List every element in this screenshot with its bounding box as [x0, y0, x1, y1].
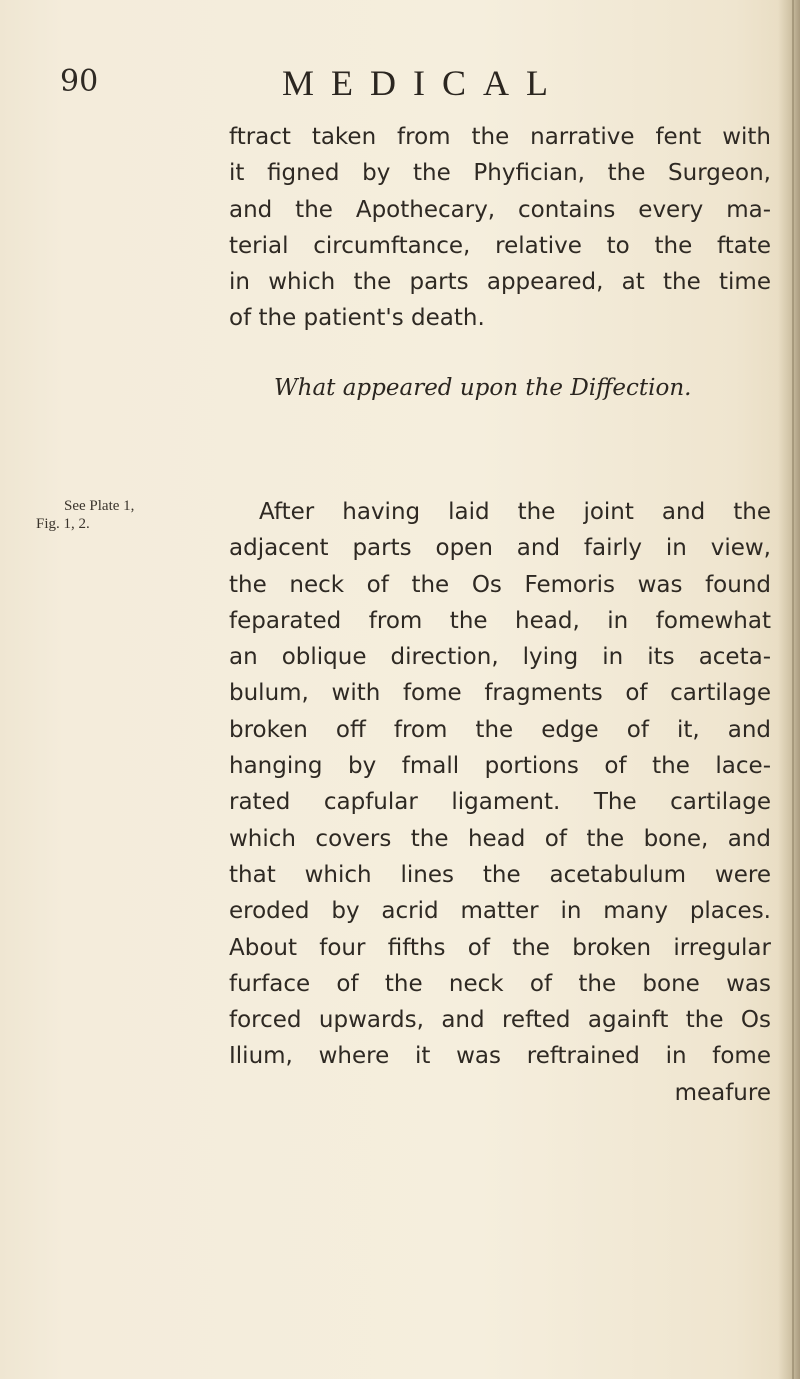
running-head: MEDICAL [282, 63, 565, 103]
text-line: and the Apothecary, contains every ma- [229, 196, 771, 223]
text-line: adjacent parts open and fairly in view, [229, 535, 771, 562]
catchword: meafure [674, 1079, 771, 1106]
text-line: an oblique direction, lying in its aceta- [229, 644, 771, 671]
text-line: forced upwards, and refted againft the Os [229, 1007, 771, 1034]
paragraph-dissection [229, 494, 771, 1111]
text-line: About four fifths of the broken irregular [229, 934, 771, 961]
text-line: which covers the head of the bone, and [229, 825, 771, 852]
page-number: 90 [60, 64, 99, 99]
text-line: furface of the neck of the bone was [229, 970, 771, 997]
text-line: it figned by the Phyfician, the Surgeon, [229, 160, 771, 187]
text-line: in which the parts appeared, at the time [229, 269, 771, 296]
page-gutter-shadow [778, 0, 800, 1379]
text-line: ftract taken from the narrative fent with [229, 124, 771, 150]
page-binding-edge [792, 0, 794, 1379]
text-line: feparated from the head, in fomewhat [229, 607, 771, 634]
margin-note-figure: Fig. 1, 2. [36, 516, 90, 532]
text-line: Ilium, where it was reftrained in fome [229, 1043, 771, 1070]
text-line: terial circumftance, relative to the ftate [229, 232, 771, 259]
text-line: broken off from the edge of it, and [229, 716, 771, 743]
paragraph-continuation [229, 119, 771, 337]
text-line: the neck of the Os Femoris was found [229, 571, 771, 598]
text-line: bulum, with fome fragments of cartilage [229, 680, 771, 707]
section-heading: What appeared upon the Diffection. [274, 375, 692, 401]
text-line: eroded by acrid matter in many places. [229, 898, 771, 925]
margin-note-plate: See Plate 1, [64, 498, 135, 514]
margin-note [36, 497, 134, 533]
text-line: After having laid the joint and the [259, 499, 771, 525]
text-line: rated capfular ligament. The cartilage [229, 789, 771, 816]
text-line: that which lines the acetabulum were [229, 861, 771, 888]
text-line: of the patient's death. [229, 305, 485, 332]
text-line: hanging by fmall portions of the lace- [229, 753, 771, 780]
